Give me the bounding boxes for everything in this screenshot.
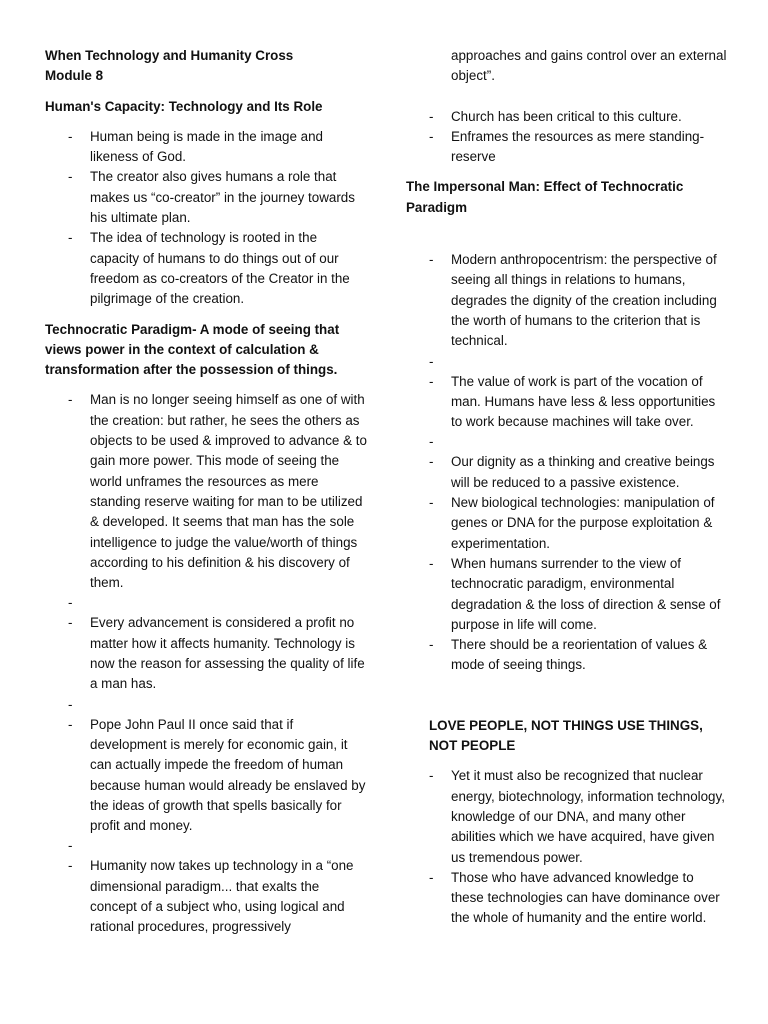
love-people-list [406, 766, 728, 928]
list-item: - When humans surrender to the view of technocratic paradigm, environmental degradation & the loss of direction & sense of purpose in life will come. [406, 554, 728, 635]
list-item: - Man is no longer seeing himself as one of with the creation: but rather, he sees the others as objects to be used & improved to advance & to gain more power. This mode of seeing the world unframes the resources as mere standing reserve waiting for man to be utilized & developed. It seems that man has the sole intelligence to judge the value/worth of things according to his definition & his discovery of them. [45, 390, 367, 593]
list-item: - Humanity now takes up technology in a “one dimensional paradigm... that exalts the concept of a subject who, using logical and rational procedures, progressively [45, 856, 367, 937]
document-title: When Technology and Humanity Cross [45, 48, 294, 63]
impersonal-man-list [406, 250, 728, 676]
list-item: - The value of work is part of the vocation of man. Humans have less & less opportunities to work because machines will take over. [406, 372, 728, 433]
list-item: - There should be a reorientation of values & mode of seeing things. [406, 635, 728, 676]
continued-text: approaches and gains control over an external object”. [451, 48, 727, 84]
list-item: - Church has been critical to this culture. [406, 107, 728, 127]
list-item: - Yet it must also be recognized that nuclear energy, biotechnology, information technology, knowledge of our DNA, and many other abilities which we have acquired, have given us tremendous power. [406, 766, 728, 867]
list-item: - Those who have advanced knowledge to these technologies can have dominance over the whole of humanity and the entire world. [406, 868, 728, 929]
list-item: - Our dignity as a thinking and creative beings will be reduced to a passive existence. [406, 452, 728, 493]
spacer [45, 836, 367, 856]
section-heading-technocratic: Technocratic Paradigm- A mode of seeing that views power in the context of calculation & transformation after the possession of things. [45, 321, 340, 378]
technocratic-list [45, 390, 367, 937]
list-item: - Enframes the resources as mere standing-reserve [406, 127, 728, 168]
list-item: - Human being is made in the image and likeness of God. [45, 127, 367, 168]
capacity-list [45, 127, 367, 310]
spacer [45, 593, 367, 613]
list-item: - Every advancement is considered a profit no matter how it affects humanity. Technology is now the reason for assessing the quality of life a man has. [45, 613, 367, 694]
list-item: - New biological technologies: manipulation of genes or DNA for the purpose exploitation & experimentation. [406, 493, 728, 554]
list-item: - The idea of technology is rooted in the capacity of humans to do things out of our freedom as co-creators of the Creator in the pilgrimage of the creation. [45, 228, 367, 309]
section-heading-love-people: LOVE PEOPLE, NOT THINGS USE THINGS, NOT PEOPLE [429, 717, 703, 754]
spacer [406, 432, 728, 452]
list-item: - Modern anthropocentrism: the perspective of seeing all things in relations to humans, degrades the dignity of the creation including the worth of humans to the criterion that is technical. [406, 250, 728, 351]
left-column [45, 46, 367, 938]
spacer [45, 695, 367, 715]
list-item: - Pope John Paul II once said that if development is merely for economic gain, it can actually impede the freedom of human because human would already be enslaved by the ideas of growth that spells basically for profit and money. [45, 715, 367, 837]
right-column [406, 46, 728, 929]
section-heading-capacity: Human's Capacity: Technology and Its Role [45, 98, 323, 114]
module-label: Module 8 [45, 68, 104, 84]
section-heading-impersonal-man: The Impersonal Man: Effect of Technocratic Paradigm [406, 179, 684, 215]
church-list [406, 107, 728, 168]
list-item: - The creator also gives humans a role that makes us “co-creator” in the journey towards his ultimate plan. [45, 167, 367, 228]
spacer [406, 352, 728, 372]
